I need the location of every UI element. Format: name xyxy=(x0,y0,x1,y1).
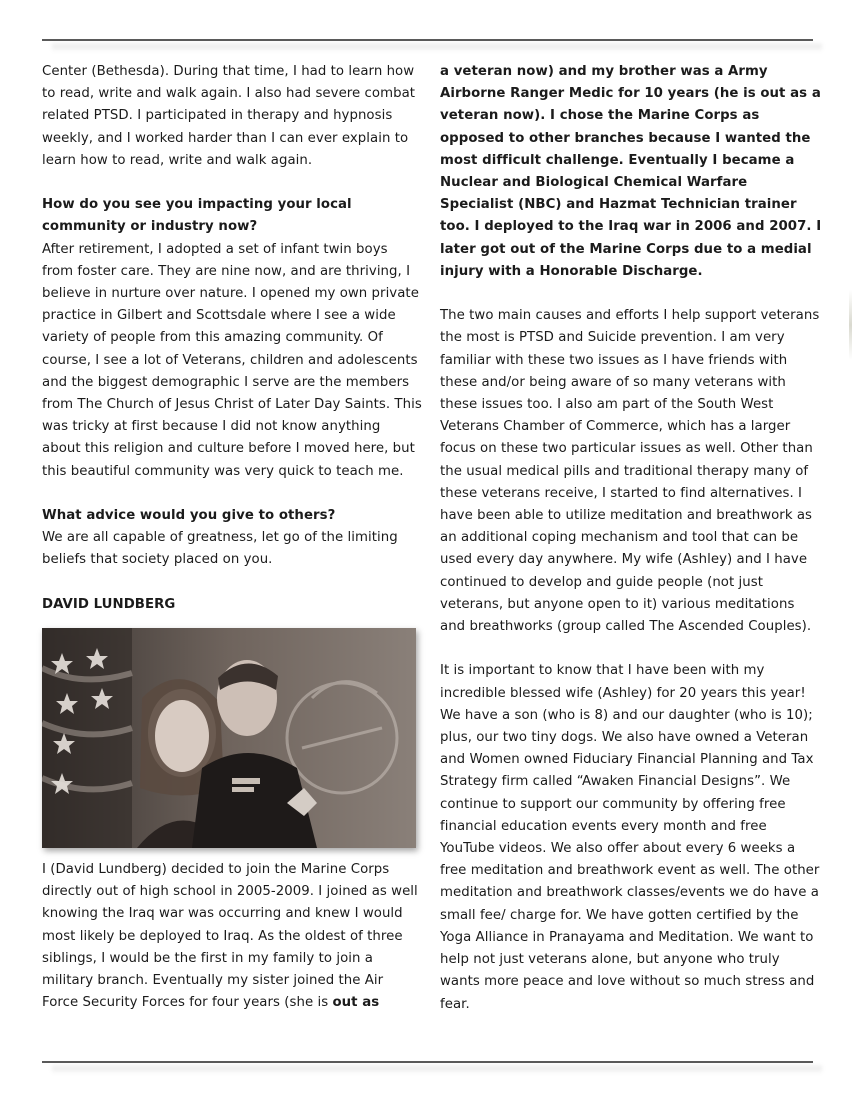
couple-photo xyxy=(42,628,416,848)
bottom-rule-shadow xyxy=(52,1066,822,1074)
top-rule-shadow xyxy=(52,44,822,52)
question-advice-heading: What advice would you give to others? xyxy=(42,508,336,524)
question-impact-heading: How do you see you impacting your local community or industry now? xyxy=(42,197,352,235)
bottom-rule xyxy=(42,1061,813,1063)
top-rule xyxy=(42,39,813,41)
bio-text: I (David Lundberg) decided to join the Marine Corps directly out of high school in 2005-2009. I joined as well knowing the Iraq war was occurring and knew I would most likely be deployed to Iraq. As the oldest of three siblings, I would be the first in my family to join a military branch. Eventually my sister joined the Air Force Security Forces for four years (she is xyxy=(42,862,418,1011)
answer-advice-paragraph: We are all capable of greatness, let go of the limiting beliefs that society placed on you. xyxy=(42,530,398,568)
bio-paragraph xyxy=(42,859,422,1014)
author-name: DAVID LUNDBERG xyxy=(42,596,176,612)
family-paragraph: It is important to know that I have been with my incredible blessed wife (Ashley) for 20 years this year! We have a son (who is 8) and our daughter (who is 10); plus, our two tiny dogs. We also have owned a Veteran and Women owned Fiduciary Financial Planning and Tax Strategy firm called “Awaken Financial Designs”. We continue to support our community by offering free financial education events every month and free YouTube videos. We also offer about every 6 weeks a free meditation and breathwork event as well. The other meditation and breathwork classes/events we do have a small fee/ charge for. We have gotten certified by the Yoga Alliance in Pranayama and Meditation. We want to help not just veterans alone, but anyone who truly wants more peace and love without so much stress and fear. xyxy=(440,663,820,1012)
couple-photo-illustration xyxy=(42,628,416,848)
causes-paragraph: The two main causes and efforts I help support veterans the most is PTSD and Suicide prevention. I am very familiar with these two issues as I have friends with these and/or being aware of so many veterans with these issues too. I also am part of the South West Veterans Chamber of Commerce, which has a larger focus on these two particular issues as well. Other than the usual medical pills and traditional therapy many of these veterans receive, I started to find alternatives. I have been able to utilize meditation and breathwork as an additional coping mechanism and tool that can be used every day anywhere. My wife (Ashley) and I have continued to develop and guide people (not just veterans, but anyone open to it) various meditations and breathworks (group called The Ascended Couples). xyxy=(440,308,820,635)
right-column xyxy=(440,61,822,1016)
intro-paragraph: Center (Bethesda). During that time, I had to learn how to read, write and walk again. I also had severe combat related PTSD. I participated in therapy and hypnosis weekly, and I worked harder than I can ever explain to learn how to read, write and walk again. xyxy=(42,64,416,168)
bio-continuation-bold: a veteran now) and my brother was a Army Airborne Ranger Medic for 10 years (he is out as a veteran now). I chose the Marine Corps as opposed to other branches because I wanted the most difficult challenge. Eventually I became a Nuclear and Biological Chemical Warfare Specialist (NBC) and Hazmat Technician trainer too. I deployed to the Iraq war in 2006 and 2007. I later got out of the Marine Corps due to a medial injury with a Honorable Discharge. xyxy=(440,64,822,279)
page-edge-mark xyxy=(849,290,852,360)
answer-impact-paragraph: After retirement, I adopted a set of infant twin boys from foster care. They are nine now, and are thriving, I believe in nurture over nature. I opened my own private practice in Gilbert and Scottsdale where I see a wide variety of people from this amazing community. Of course, I see a lot of Veterans, children and adolescents and the biggest demographic I serve are the members from The Church of Jesus Christ of Later Day Saints. This was tricky at first because I did not know anything about this religion and culture before I moved here, but this beautiful community was very quick to teach me. xyxy=(42,241,422,479)
bio-bold-tail: out as xyxy=(332,995,380,1011)
left-column xyxy=(42,61,422,1014)
